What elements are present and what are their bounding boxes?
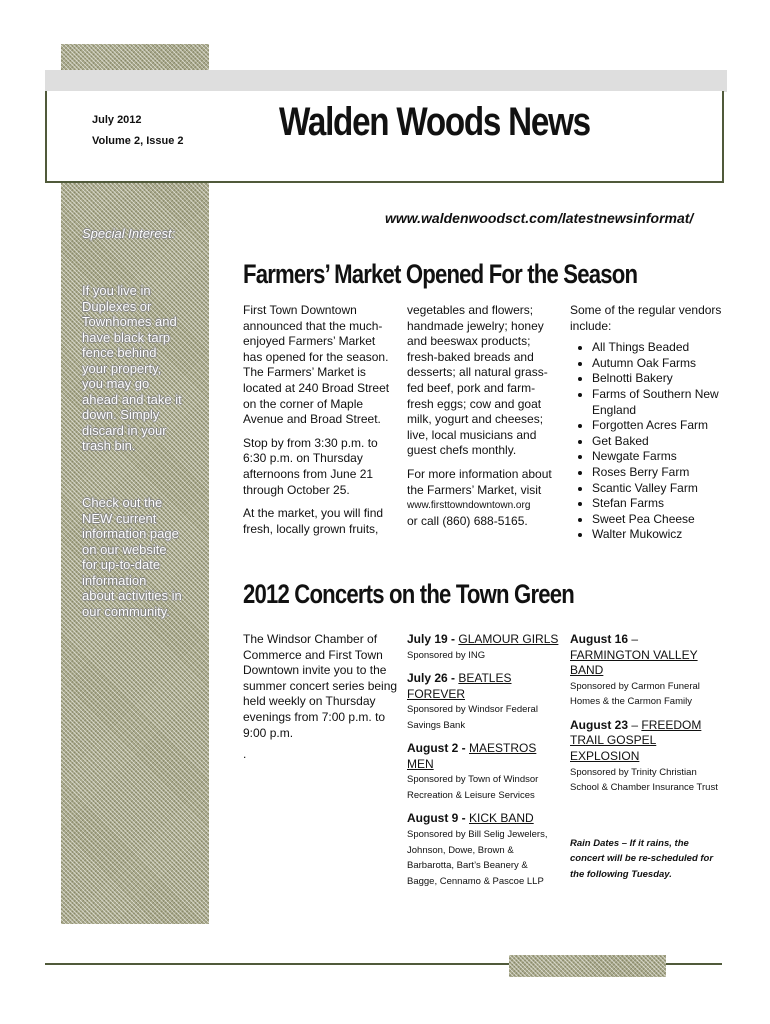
concert-band-link[interactable]: FREEDOM TRAIL GOSPEL EXPLOSION — [570, 717, 702, 763]
market-link[interactable]: www.firsttowndowntown.org — [407, 500, 531, 512]
concert-item — [407, 811, 559, 889]
sidebar-fence-notice: If you live in Duplexes or Townhomes and have black tarp fence behind your property, you may go ahead and take it down. Simply discard in your trash bin. — [82, 283, 182, 453]
concert-sponsor: Sponsored by ING — [407, 649, 486, 661]
list-item: • All Things Beaded — [592, 340, 730, 356]
market-offerings-start: At the market, you will find fresh, locally grown fruits, — [243, 506, 384, 536]
concert-item: August 16 – FARMINGTON VALLEY BAND Sponsored by Carmon Funeral Homes & the Carmon Family — [570, 632, 720, 710]
list-item: • Belnotti Bakery — [592, 371, 730, 387]
concerts-dot: . — [243, 747, 247, 762]
concert-item: August 23 – FREEDOM TRAIL GOSPEL EXPLOSION Sponsored by Trinity Christian School & Chamber Insurance Trust — [570, 718, 720, 796]
concert-band-link[interactable]: MAESTROS MEN — [407, 741, 537, 771]
concert-date: August 2 - — [407, 741, 469, 756]
sidebar-heading: Special Interest: — [82, 226, 176, 241]
header-top-band — [45, 70, 727, 92]
market-phone: or call (860) 688-5165. — [407, 513, 528, 528]
list-item: • Autumn Oak Farms — [592, 356, 730, 372]
sidebar-website-notice: Check out the NEW current information page on our website for up-to-date information about activities in our community. — [82, 495, 182, 619]
concert-item — [407, 671, 559, 733]
website-url[interactable]: www.waldenwoodsct.com/latestnewsinformat/ — [385, 210, 694, 226]
concert-date: August 9 - — [407, 811, 469, 826]
vendors-intro: Some of the regular vendors include: — [570, 303, 722, 333]
market-column-1 — [243, 303, 395, 545]
concert-sponsor: Sponsored by Carmon Funeral Homes & the Carmon Family — [570, 680, 700, 708]
list-item: • Scantic Valley Farm — [592, 481, 730, 497]
concert-sponsor: Sponsored by Windsor Federal Savings Bank — [407, 704, 538, 731]
concert-date: August 16 — [570, 632, 629, 646]
list-item: • Farms of Southern New England — [592, 387, 730, 418]
issue-volume: Volume 2, Issue 2 — [92, 135, 184, 147]
list-item: • Newgate Farms — [592, 449, 730, 465]
concert-item — [407, 632, 559, 663]
concert-date: August 23 — [570, 717, 629, 732]
market-column-2 — [407, 303, 559, 529]
market-hours: Stop by from 3:30 p.m. to 6:30 p.m. on Thursday afternoons from June 21 through October 25. — [243, 435, 378, 497]
rain-date-note: Rain Dates – If it rains, the concert will be re-scheduled for the following Tuesday. — [570, 837, 714, 880]
concert-date: July 19 - — [407, 632, 459, 646]
issue-date: July 2012 — [92, 114, 142, 126]
concerts-column-2 — [407, 632, 559, 889]
market-column-3 — [570, 303, 730, 543]
concert-band-link[interactable]: GLAMOUR GIRLS — [458, 632, 559, 646]
concert-sponsor: Sponsored by Bill Selig Jewelers, Johnson, Dowe, Brown & Barbarotta, Bart’s Beanery & Bagge, Cennamo & Pascoe LLP — [407, 829, 548, 887]
list-item: • Roses Berry Farm — [592, 465, 730, 481]
vendor-list — [570, 340, 730, 543]
concerts-headline: 2012 Concerts on the Town Green — [243, 579, 574, 609]
concert-band-link[interactable]: FARMINGTON VALLEY BAND — [570, 647, 698, 678]
concert-band-link[interactable]: KICK BAND — [469, 811, 534, 826]
concert-band-link[interactable]: BEATLES FOREVER — [407, 671, 512, 701]
list-item: • Stefan Farms — [592, 496, 730, 512]
concert-date: July 26 - — [407, 671, 459, 686]
concert-sponsor: Sponsored by Town of Windsor Recreation & Leisure Services — [407, 774, 539, 801]
market-more-info: For more information about the Farmers’ Market, visit — [407, 466, 552, 497]
concerts-column-1 — [243, 632, 398, 763]
market-intro: First Town Downtown announced that the much-enjoyed Farmers’ Market has opened for the season. The Farmers’ Market is located at 240 Broad Street on the corner of Maple Avenue and Broad Street. — [243, 303, 390, 427]
concerts-intro: The Windsor Chamber of Commerce and First Town Downtown invite you to the summer concert series being held weekly on Thursday evenings from 7:00 p.m. to 9:00 p.m. — [243, 632, 398, 740]
list-item: • Get Baked — [592, 434, 730, 450]
concerts-column-3 — [570, 632, 720, 882]
market-offerings-cont: vegetables and flowers; handmade jewelry; honey and beeswax products; fresh-baked breads and desserts; all natural grass-fed beef, pork and farm-fresh eggs; cow and goat milk, yogurt and cheeses; live, local musicians and guest chefs monthly. — [407, 303, 548, 458]
market-headline: Farmers’ Market Opened For the Season — [243, 259, 638, 289]
footer-pattern-block — [509, 955, 666, 977]
list-item: • Forgotten Acres Farm — [592, 418, 730, 434]
list-item: • Walter Mukowicz — [592, 527, 730, 543]
newsletter-title: Walden Woods News — [279, 100, 590, 144]
concert-item — [407, 741, 559, 803]
list-item: • Sweet Pea Cheese — [592, 512, 730, 528]
concert-sponsor: Sponsored by Trinity Christian School & Chamber Insurance Trust — [570, 766, 718, 794]
